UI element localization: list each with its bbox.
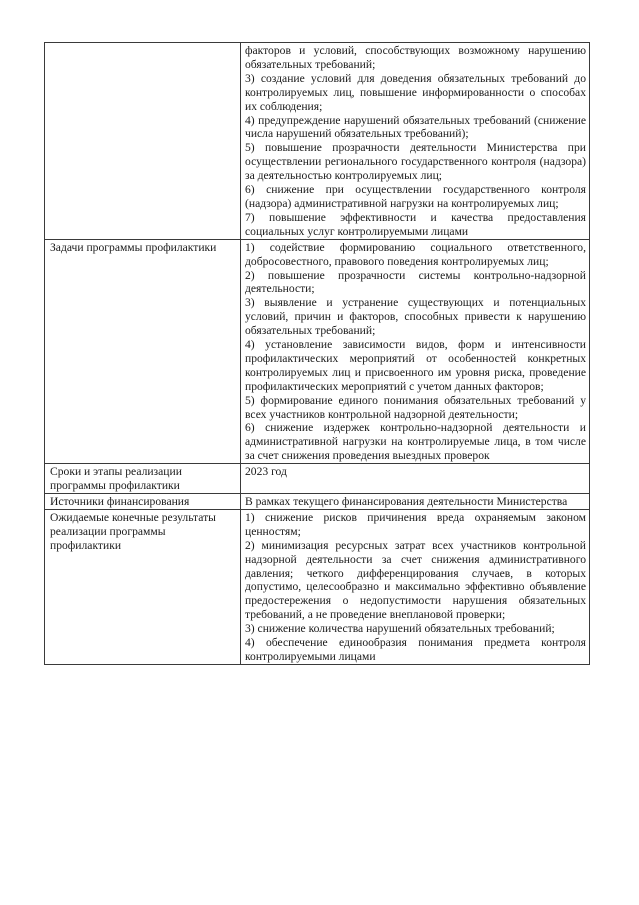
financing-cell <box>241 494 590 510</box>
terms-cell <box>241 464 590 494</box>
list-item: 3) выявление и устранение существующих и потенциальных условий, причин и факторов, способных привести к нарушению обязательных требований; <box>245 296 586 338</box>
list-item: факторов и условий, способствующих возможному нарушению обязательных требований; <box>245 44 586 71</box>
table-row <box>45 509 590 664</box>
results-cell <box>241 509 590 664</box>
row-label-financing <box>45 494 241 510</box>
row-label: Ожидаемые конечные результаты реализации программы профилактики <box>50 510 216 552</box>
list-item: 5) повышение прозрачности деятельности Министерства при осуществлении регионального государственного контроля (надзора) за деятельностью контролируемых лиц; <box>245 141 586 183</box>
row-label: Источники финансирования <box>50 495 190 508</box>
list-item: 5) формирование единого понимания обязательных требований у всех участников контрольной надзорной деятельности; <box>245 393 586 421</box>
table-row <box>45 464 590 494</box>
list-item: 4) обеспечение единообразия понимания предмета контроля контролируемыми лицами <box>245 636 586 663</box>
list-item: 2023 год <box>245 465 287 479</box>
list-item: 7) повышение эффективности и качества предоставления социальных услуг контролируемыми лицами <box>245 210 586 238</box>
row-label-terms <box>45 464 241 494</box>
list-item: 6) снижение при осуществлении государственного контроля (надзора) административной нагрузки на контролируемых лиц; <box>245 183 586 210</box>
list-item: 1) содействие формированию социального ответственного, добросовестного, правового поведения контролируемых лиц; <box>245 240 586 268</box>
row-label-empty <box>45 43 241 240</box>
list-item: 3) создание условий для доведения обязательных требований до контролируемых лиц, повышение информированности о способах их соблюдения; <box>245 71 586 113</box>
list-item: 4) предупреждение нарушений обязательных требований (снижение числа нарушений обязательных требований); <box>245 113 586 141</box>
list-item: 2) минимизация ресурсных затрат всех участников контрольной надзорной деятельности за счет снижения административного давления; четкого дифференцирования случаев, в которых допустимо, целесообразно и максимально эффективно объявление предостережения о недопустимости нарушения обязательных требований, а не проведение внеплановой проверки; <box>245 538 586 622</box>
tasks-cell <box>241 239 590 464</box>
table-row <box>45 239 590 464</box>
table-row <box>45 43 590 240</box>
list-item: 2) повышение прозрачности системы контрольно-надзорной деятельности; <box>245 268 586 296</box>
row-label: Сроки и этапы реализации программы профилактики <box>50 465 182 493</box>
program-passport-table <box>44 42 590 665</box>
goals-continuation-cell <box>241 43 590 240</box>
row-label-tasks <box>45 239 241 464</box>
list-item: 6) снижение издержек контрольно-надзорной деятельности и административной нагрузки на контролируемые лица, в том числе за счет снижения проведения выездных проверок <box>245 421 586 463</box>
list-item: В рамках текущего финансирования деятельности Министерства <box>245 495 568 508</box>
table-row <box>45 494 590 510</box>
row-label-results <box>45 509 241 664</box>
row-label: Задачи программы профилактики <box>50 240 217 254</box>
list-item: 1) снижение рисков причинения вреда охраняемым законом ценностям; <box>245 510 586 538</box>
list-item: 3) снижение количества нарушений обязательных требований; <box>245 622 555 636</box>
list-item: 4) установление зависимости видов, форм и интенсивности профилактических мероприятий от особенностей конкретных контролируемых лиц и присвоенного им уровня риска, проведение профилактических мероприятий с учетом данных факторов; <box>245 338 586 393</box>
